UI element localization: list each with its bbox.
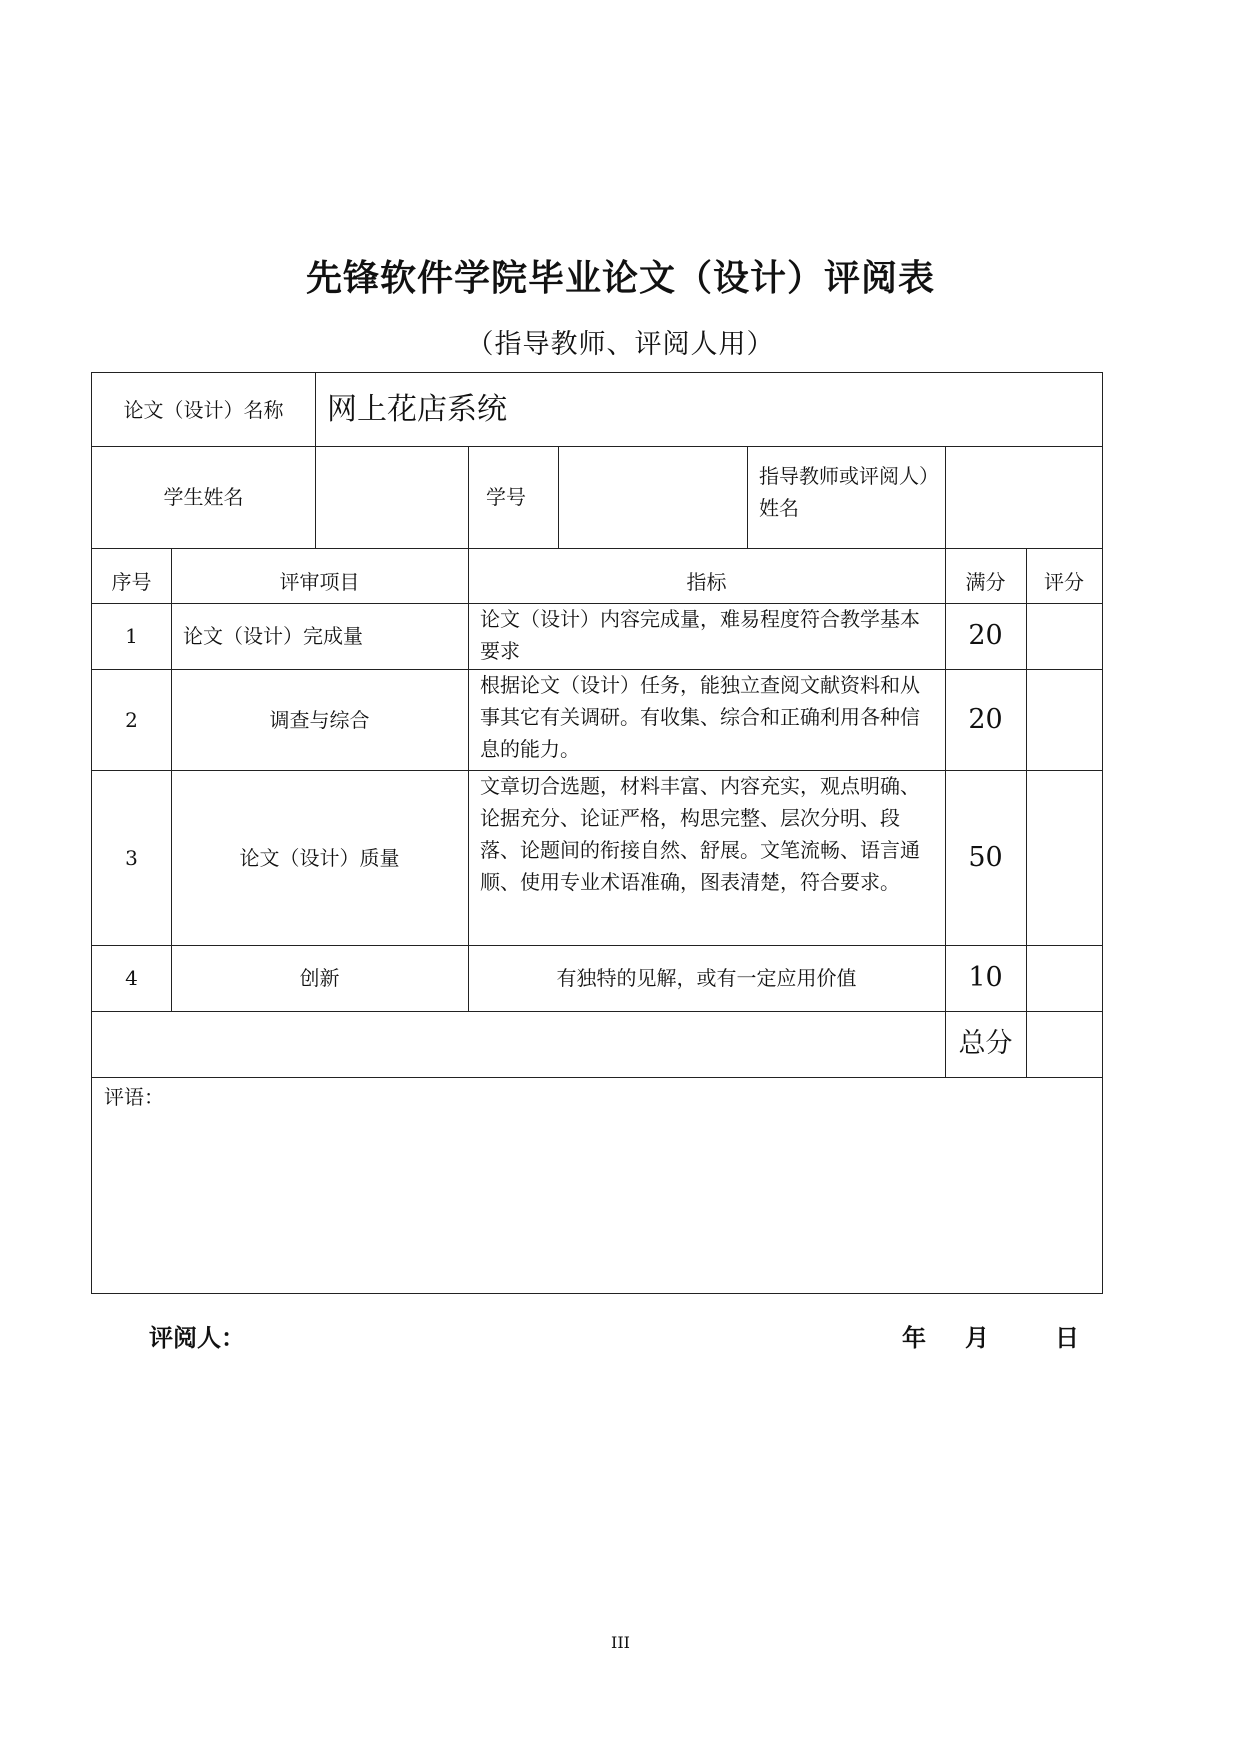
student-name-label: 学生姓名 <box>163 485 244 509</box>
col-header-criteria: 指标 <box>686 569 727 594</box>
row-score-input[interactable] <box>1026 603 1102 669</box>
row-index: 3 <box>125 845 138 870</box>
review-table <box>91 372 1103 1294</box>
row-criteria: 论文（设计）内容完成量，难易程度符合教学基本要求 <box>480 607 920 663</box>
thesis-name-value: 网上花店系统 <box>327 391 507 427</box>
student-id-label: 学号 <box>486 485 526 509</box>
reviewer-label: 指导教师或评阅人）姓名 <box>759 464 939 520</box>
row-criteria: 根据论文（设计）任务，能独立查阅文献资料和从事其它有关调研。有收集、综合和正确利用各种信息的能力。 <box>480 673 920 761</box>
row-divider <box>92 1077 1102 1078</box>
col-header-score: 评分 <box>1044 569 1084 594</box>
row-score-input[interactable] <box>1026 945 1102 1011</box>
row-index: 4 <box>125 966 138 990</box>
comments-area[interactable] <box>104 1117 1090 1287</box>
comments-label: 评语： <box>104 1085 164 1109</box>
col-header-index: 序号 <box>111 569 152 594</box>
date-year-label: 年 <box>902 1323 926 1352</box>
page-subtitle: （指导教师、评阅人用） <box>466 329 775 360</box>
row-index: 1 <box>125 624 138 648</box>
row-full-score: 20 <box>968 620 1003 651</box>
row-item: 调查与综合 <box>269 707 370 732</box>
row-full-score: 10 <box>968 962 1003 993</box>
col-header-item: 评审项目 <box>279 569 360 594</box>
row-index: 2 <box>125 707 138 732</box>
row-item: 论文（设计）质量 <box>239 845 400 870</box>
row-item: 论文（设计）完成量 <box>183 624 363 648</box>
row-full-score: 20 <box>968 703 1003 735</box>
row-item: 创新 <box>299 966 340 990</box>
page-title: 先锋软件学院毕业论文（设计）评阅表 <box>305 257 935 299</box>
total-label: 总分 <box>958 1028 1013 1059</box>
row-score-input[interactable] <box>1026 770 1102 945</box>
reviewer-signature-label: 评阅人： <box>149 1323 245 1352</box>
student-id-field[interactable] <box>558 446 747 548</box>
row-criteria: 有独特的见解，或有一定应用价值 <box>556 966 857 990</box>
row-criteria: 文章切合选题，材料丰富、内容充实，观点明确、论据充分、论证严格，构思完整、层次分明、段落、论题间的衔接自然、舒展。文笔流畅、语言通顺、使用专业术语准确，图表清楚，符合要求。 <box>480 774 920 894</box>
reviewer-field[interactable] <box>945 446 1102 548</box>
student-name-field[interactable] <box>315 446 468 548</box>
row-full-score: 50 <box>968 841 1003 873</box>
date-month-label: 月 <box>965 1323 989 1352</box>
date-day-label: 日 <box>1055 1323 1079 1352</box>
total-score-input[interactable] <box>1026 1011 1102 1077</box>
page-number: III <box>611 1633 630 1652</box>
col-header-full-score: 满分 <box>965 569 1006 594</box>
row-score-input[interactable] <box>1026 669 1102 770</box>
thesis-name-label: 论文（设计）名称 <box>123 397 284 422</box>
